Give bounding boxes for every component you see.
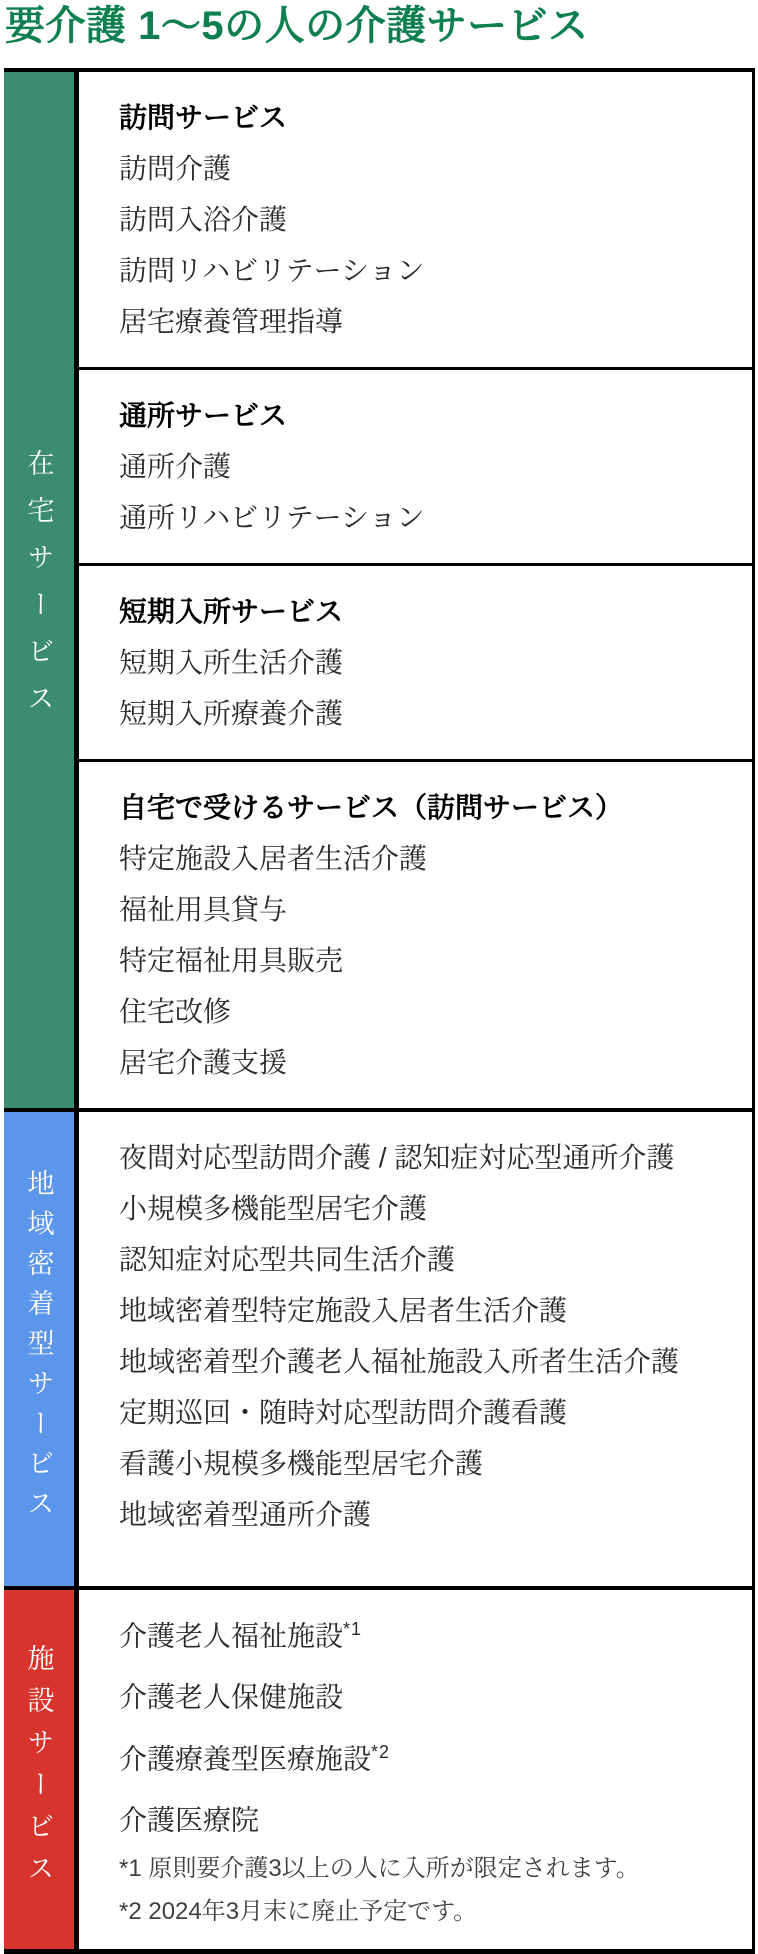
service-item-text: 介護医療院 [119,1804,260,1836]
section-label-cell-facility [4,1590,79,1949]
service-item: 通所介護 [119,451,232,482]
service-item: 福祉用具貸与 [119,894,288,925]
footnote-marker: *2 [371,1741,391,1762]
footnote: *2 2024年3月末に廃止予定です。 [119,1898,478,1926]
service-item: 住宅改修 [119,996,232,1027]
subsection-heading: 訪問サービス [119,102,288,133]
section-content-facility [79,1590,752,1949]
service-item: 特定施設入居者生活介護 [119,843,428,874]
section-label-home: 在宅サービス [23,449,54,731]
service-item: 訪問介護 [119,153,232,184]
subsection-short-stay-services [79,563,752,759]
service-item: 夜間対応型訪問介護 / 認知症対応型通所介護 [119,1142,675,1173]
service-item: 短期入所療養介護 [119,698,344,729]
service-item: 看護小規模多機能型居宅介護 [119,1448,484,1479]
service-item: 訪問入浴介護 [119,204,288,235]
section-facility-services [4,1586,752,1949]
subsection-heading: 短期入所サービス [119,596,344,627]
service-item: 地域密着型介護老人福祉施設入所者生活介護 [119,1346,680,1377]
footnote: *1 原則要介護3以上の人に入所が限定されます。 [119,1855,640,1883]
service-item-text: 介護療養型医療施設 [119,1742,372,1774]
subsection-heading: 自宅で受けるサービス（訪問サービス） [119,792,624,823]
service-item: 特定福祉用具販売 [119,945,344,976]
service-item-text: 介護老人福祉施設 [119,1620,344,1652]
service-item: 通所リハビリテーション [119,502,425,533]
service-item: 小規模多機能型居宅介護 [119,1193,428,1224]
service-item: 認知症対応型共同生活介護 [119,1244,456,1275]
service-item: 地域密着型特定施設入居者生活介護 [119,1295,568,1326]
service-item: 地域密着型通所介護 [119,1499,372,1530]
service-item: 居宅介護支援 [119,1047,288,1078]
section-home-services [4,72,752,1108]
service-item [119,1602,744,1663]
section-label-community: 地域密着型サービス [23,1169,54,1529]
service-item [119,1725,744,1786]
subsection-visit-services [79,72,752,367]
subsection-at-home-services [79,759,752,1108]
service-item: 短期入所生活介護 [119,647,344,678]
service-item: 居宅療養管理指導 [119,306,344,337]
section-community-based-services [4,1108,752,1586]
service-item-text: 介護老人保健施設 [119,1681,344,1713]
footnote-marker: *1 [343,1619,363,1639]
service-item: 訪問リハビリテーション [119,255,425,286]
section-label-cell-community [4,1112,79,1586]
section-label-facility: 施設サービス [23,1643,54,1896]
section-content-community [79,1112,752,1586]
service-item [119,1663,744,1724]
service-item [119,1786,744,1847]
care-services-table [4,68,755,1954]
service-item: 定期巡回・随時対応型訪問介護看護 [119,1397,568,1428]
subsection-heading: 通所サービス [119,400,288,431]
subsection-day-services [79,367,752,563]
section-label-cell-home [4,72,79,1108]
section-content-home [79,72,752,1108]
page-title: 要介護 1〜5の人の介護サービス [5,4,589,48]
